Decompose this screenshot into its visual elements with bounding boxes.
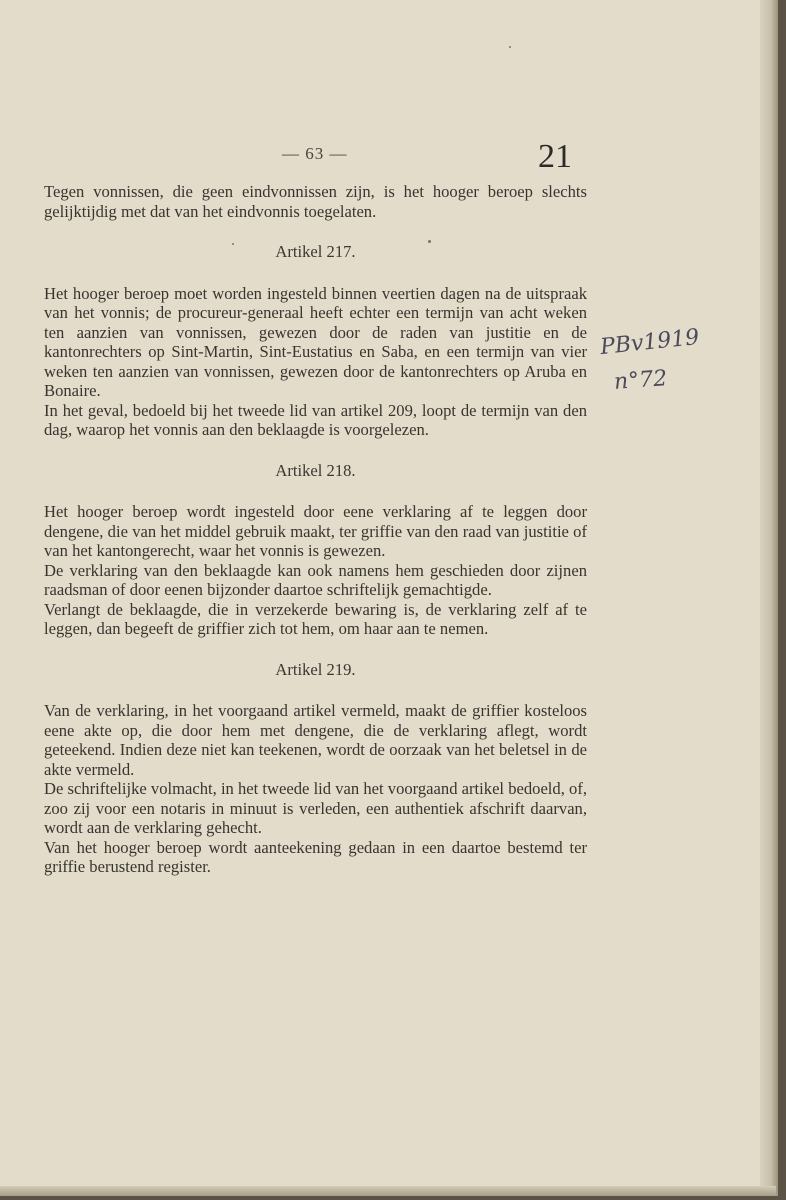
article-219-heading: Artikel 219. <box>275 659 356 679</box>
article-218-paragraph-1: Het hooger beroep wordt ingesteld door eene verklaring af te leggen door dengene, die van het middel gebruik maakt, ter griffie van den raad van justitie of van het kantongerecht, waar het vonnis is gewezen. <box>44 502 587 560</box>
article-219-paragraph-3: Van het hooger beroep wordt aanteekening gedaan in een daartoe bestemd ter griffie berustend register. <box>44 837 587 876</box>
paper-speck <box>509 46 511 48</box>
article-219-paragraph-1: Van de verklaring, in het voorgaand artikel vermeld, maakt de griffier kosteloos eene akte op, die door hem met dengene, die de verklaring aflegt, wordt geteekend. Indien deze niet kan teekenen, wordt de oorzaak van het beletsel in de akte vermeld. <box>44 701 587 779</box>
article-217-paragraph-1: Het hooger beroep moet worden ingesteld binnen veertien dagen na de uitspraak van het vonnis; de procureur-generaal heeft echter een termijn van acht weken ten aanzien van vonnissen, gewezen door de raden van justitie en de kantonrechters op Sint-Martin, Sint-Eustatius en Saba, en een termijn van vier weken ten aanzien van vonnissen, gewezen door de kantonrechters op Aruba en Bonaire. <box>44 283 587 400</box>
sheet-number: 21 <box>538 138 572 175</box>
body-text <box>44 182 587 877</box>
page-edge-bottom <box>0 1186 776 1196</box>
article-217-paragraph-2: In het geval, bedoeld bij het tweede lid van artikel 209, loopt de termijn van den dag, waarop het vonnis aan den beklaagde is voorgelezen. <box>44 400 587 439</box>
article-219-paragraph-2: De schriftelijke volmacht, in het tweede lid van het voorgaand artikel bedoeld, of, zoo zij voor een notaris in minuut is verleden, een authentiek afschrift daarvan, wordt aan de verklaring gehecht. <box>44 779 587 837</box>
page-number: — 63 — <box>282 144 348 163</box>
page-header <box>0 138 772 178</box>
article-218-paragraph-3: Verlangt de beklaagde, die in verzekerde bewaring is, de verklaring zelf af te leggen, dan begeeft de griffier zich tot hem, om haar aan te nemen. <box>44 599 587 638</box>
paper-speck <box>428 240 431 243</box>
handwritten-margin-note <box>598 324 720 410</box>
article-218-heading: Artikel 218. <box>275 460 356 480</box>
intro-paragraph: Tegen vonnissen, die geen eindvonnissen zijn, is het hooger beroep slechts gelijktijdig met dat van het eindvonnis toegelaten. <box>44 182 587 221</box>
page-edge-right <box>760 0 778 1196</box>
article-218-paragraph-2: De verklaring van den beklaagde kan ook namens hem geschieden door zijnen raadsman of door eenen bijzonder daartoe schriftelijk gemachtigde. <box>44 560 587 599</box>
margin-note-line-1: PBv1919 <box>598 324 701 361</box>
paper-speck <box>232 243 234 245</box>
article-217-heading: Artikel 217. <box>275 242 356 261</box>
margin-note-line-2: n°72 <box>613 366 668 395</box>
